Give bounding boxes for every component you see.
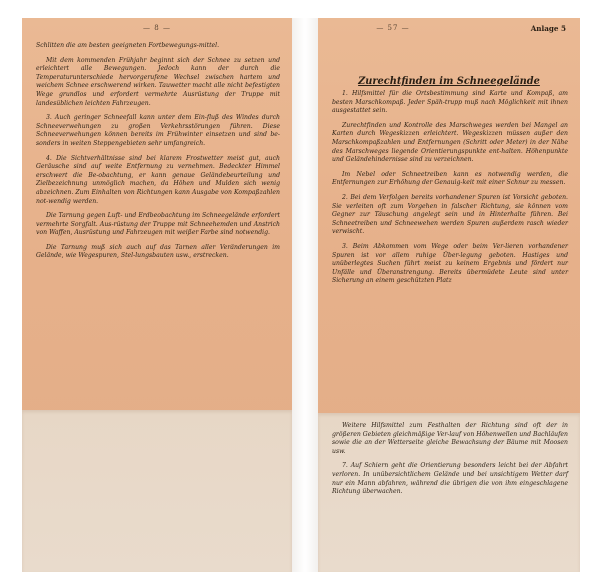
left-paragraph: Mit dem kommenden Frühjahr beginnt sich der Schnee zu setzen und erleichtert alle Bewegungen. Jedoch kann der durch die Temperaturunterschiede hervorgerufene Wechsel zwischen hartem und weichem Schnee erschwerend wirken. Tauwetter macht alle nicht befestigten Wege grundlos und erfordert vermehrte Ausrüstung der Truppe mit landesüblichen leichten Fahrzeugen. <box>36 56 280 107</box>
right-paragraph: 3. Beim Abkommen vom Wege oder beim Ver-lieren vorhandener Spuren ist vor allem ruhige Über-legung geboten. Hastiges und unüberlegtes Suchen führt meist zu keinem Ergebnis und fördert nur Unfälle und Überanstrengung. Bereits übermüdete Leute sind unter Sicherung an einem geschützten Platz <box>332 242 568 285</box>
right-page <box>318 18 580 572</box>
right-paragraph: 1. Hilfsmittel für die Ortsbestimmung sind Karte und Kompaß, am besten Marschkompaß. Jeder Späh-trupp muß nach Möglichkeit mit ihnen ausgestattet sein. <box>332 90 568 115</box>
right-page-lower-text <box>332 422 568 503</box>
left-paragraph: Die Tarnung muß sich auch auf das Tarnen aller Veränderungen im Gelände, wie Wegespuren, Stel-lungsbauten usw., erstrecken. <box>36 243 280 260</box>
section-title: Zurechtfinden im Schneegelände <box>358 76 540 87</box>
right-paragraph: Im Nebel oder Schneetreiben kann es notwendig werden, die Entfernungen zur Erhöhung der Genauig-keit mit einer Schnur zu messen. <box>332 170 568 187</box>
left-page-number: — 8 — <box>143 24 171 32</box>
left-paragraph: 3. Auch geringer Schneefall kann unter dem Ein-fluß des Windes durch Schneeverwehungen zu großen Verkehrsstörungen führen. Diese Schneeverwehungen können bereits im Frühwinter einsetzen und sind be-sonders in weiten Steppengebieten sehr umfangreich. <box>36 114 280 147</box>
left-page-text <box>36 42 280 267</box>
left-paragraph: Schlitten die am besten geeigneten Fortbewegungs-mittel. <box>36 42 220 49</box>
book-gutter <box>292 18 318 572</box>
right-lower-paragraph: Weitere Hilfsmittel zum Festhalten der Richtung sind oft der in größeren Gebieten gleichmäßige Ver-lauf von Höhenwellen und Bachläufen sowie die an der Wetterseite gleiche Bewachsung der Bäume mit Moosen usw. <box>332 422 568 455</box>
left-paragraph: Die Tarnung gegen Luft- und Erdbeobachtung im Schneegelände erfordert vermehrte Sorgfalt. Aus-rüstung der Truppe mit Schneehemden und Anstrich von Waffen, Ausrüstung und Fahrzeugen mit weißer Farbe sind notwendig. <box>36 212 280 237</box>
right-paragraph: Zurechtfinden und Kontrolle des Marschweges werden bei Mangel an Karten durch Wegeskizzen erleichtert. Wegeskizzen müssen außer den Marschkompaßzahlen und Entfernungen (Schritt oder Meter) in der Nähe des Marschweges liegende Orientierungspunkte ent-halten. Höhenpunkte und Geländehindernisse sind zu verzeichnen. <box>332 121 568 164</box>
left-page <box>22 18 292 572</box>
left-paragraph: 4. Die Sichtverhältnisse sind bei klarem Frostwetter meist gut, auch Geräusche sind auf weite Entfernung zu vernehmen. Bedeckter Himmel erschwert die Be-obachtung, er kann genaue Geländebeurteilung und Zielbezeichnung unmöglich machen, da Höhen und Mulden sich wenig abzeichnen. Zum Einhalten von Richtungen kann Ausgabe von Kompaßzahlen not-wendig werden. <box>36 154 280 205</box>
right-page-number: — 57 — <box>376 24 410 32</box>
right-lower-paragraph: 7. Auf Schiern geht die Orientierung besonders leicht bei der Abfahrt verloren. In unübersichtlichem Gelände und bei unsichtigem Wetter darf nur ein Mann abfahren, während die übrigen die von ihm eingeschlagene Richtung überwachen. <box>332 462 568 496</box>
right-page-text <box>332 90 568 292</box>
left-page-lower-flap <box>22 410 292 572</box>
annex-label: Anlage 5 <box>530 24 566 33</box>
right-paragraph: 2. Bei dem Verfolgen bereits vorhandener Spuren ist Vorsicht geboten. Sie verleiten oft zum Vorgehen in falscher Richtung, sie können vom Gegner zur Täuschung angelegt sein und in Hinterhalte führen. Bei Schneetreiben und Schneewehen werden Spuren außerdem rasch wieder verwischt. <box>332 193 568 236</box>
